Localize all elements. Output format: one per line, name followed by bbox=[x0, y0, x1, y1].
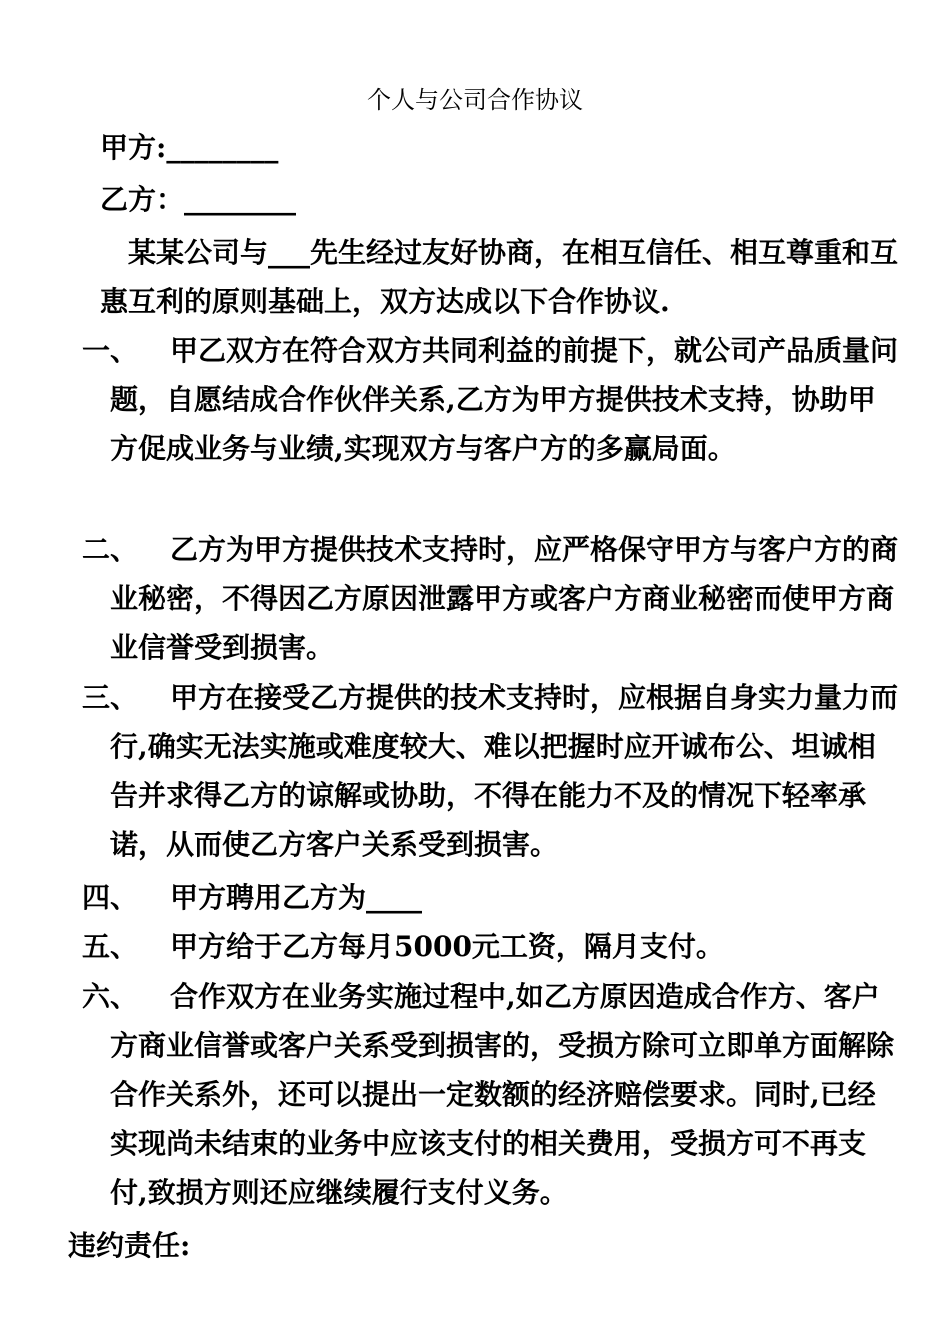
clause-text: 甲方聘用乙方为____ bbox=[170, 881, 423, 914]
clause-1 bbox=[82, 326, 900, 473]
clause-text: 合作双方在业务实施过程中,如乙方原因造成合作方、客户方商业信誉或客户关系受到损害的，受损方除可立即单方面解除合作关系外，还可以提出一定数额的经济赔偿要求。同时,已经实现尚未结束的业务中应该支付的相关费用，受损方可不再支付,致损方则还应继续履行支付义务。 bbox=[110, 980, 895, 1209]
clause-text: 甲方在接受乙方提供的技术支持时，应根据自身实力量力而行,确实无法实施或难度较大、难以把握时应开诚布公、坦诚相告并求得乙方的谅解或协助，不得在能力不及的情况下轻率承诺，从而使乙方客户关系受到损害。 bbox=[110, 681, 899, 861]
clause-text: 甲乙双方在符合双方共同利益的前提下，就公司产品质量问题，自愿结成合作伙伴关系,乙方为甲方提供技术支持，协助甲方促成业务与业绩,实现双方与客户方的多赢局面。 bbox=[110, 334, 899, 465]
clause-4 bbox=[82, 873, 900, 922]
intro-paragraph: 某某公司与___先生经过友好协商，在相互信任、相互尊重和互惠互利的原则基础上，双方达成以下合作协议. bbox=[100, 236, 899, 318]
breach-heading: 违约责任: bbox=[68, 1229, 191, 1262]
clause-5 bbox=[82, 922, 900, 971]
clause-2 bbox=[82, 525, 900, 672]
clause-number: 一、 bbox=[82, 334, 139, 367]
document-title: 个人与公司合作协议 bbox=[367, 86, 583, 114]
clause-number: 五、 bbox=[82, 930, 139, 963]
clause-number: 六、 bbox=[82, 980, 139, 1013]
clause-text: 乙方为甲方提供技术支持时，应严格保守甲方与客户方的商业秘密，不得因乙方原因泄露甲方或客户方商业秘密而使甲方商业信誉受到损害。 bbox=[110, 533, 899, 664]
clause-number: 二、 bbox=[82, 533, 139, 566]
party-b-line: 乙方：________ bbox=[100, 183, 297, 216]
clause-6 bbox=[82, 972, 900, 1217]
clause-3 bbox=[82, 673, 900, 869]
clause-text: 甲方给于乙方每月5000元工资，隔月支付。 bbox=[170, 930, 724, 963]
clause-number: 四、 bbox=[82, 881, 139, 914]
clause-number: 三、 bbox=[82, 681, 139, 714]
party-a-line: 甲方:________ bbox=[100, 131, 279, 164]
